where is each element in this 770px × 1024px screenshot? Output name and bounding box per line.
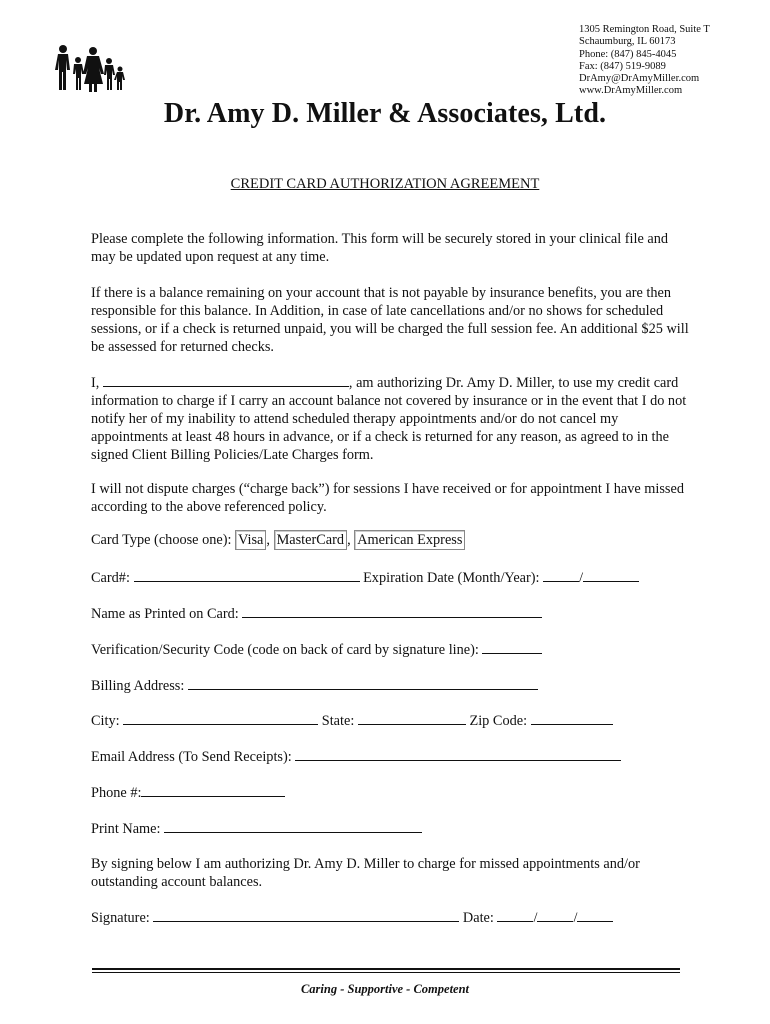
billing-address-field[interactable]	[188, 676, 538, 690]
date-label: Date:	[459, 910, 498, 926]
card-number-row: Card#: Expiration Date (Month/Year): /	[91, 568, 639, 587]
client-name-blank[interactable]	[103, 373, 349, 387]
dispute-paragraph: I will not dispute charges (“charge back”) for sessions I have received or for appointment I have missed according to the above referenced policy.	[91, 481, 684, 515]
security-code-field[interactable]	[482, 640, 542, 654]
phone-field[interactable]	[141, 783, 285, 797]
card-number-field[interactable]	[134, 568, 360, 582]
date-day-field[interactable]	[537, 908, 573, 922]
zip-label: Zip Code:	[465, 713, 531, 729]
card-type-label: Card Type (choose one):	[91, 532, 236, 548]
signature-authorization-paragraph: By signing below I am authorizing Dr. Amy D. Miller to charge for missed appointments and/or outstanding account balances.	[91, 856, 640, 890]
city-state-zip: Schaumburg, IL 60173	[579, 36, 676, 48]
intro-paragraph: Please complete the following information. This form will be securely stored in your clinical file and may be updated upon request at any time.	[91, 231, 669, 265]
name-on-card-row	[91, 604, 542, 623]
practice-name: Dr. Amy D. Miller & Associates, Ltd.	[163, 98, 607, 129]
billing-address-row	[91, 676, 538, 695]
phone-number: Phone: (847) 845-4045	[579, 48, 677, 60]
security-code-label: Verification/Security Code (code on back of card by signature line):	[91, 642, 483, 658]
city-state-zip-row	[91, 711, 613, 730]
security-code-row	[91, 640, 542, 659]
signature-label: Signature:	[91, 910, 154, 926]
phone-label: Phone #:	[91, 785, 142, 801]
amex-option[interactable]: American Express	[354, 530, 465, 550]
date-month-field[interactable]	[497, 908, 533, 922]
email-address: DrAmy@DrAmyMiller.com	[579, 73, 700, 85]
city-label: City:	[91, 713, 124, 729]
state-field[interactable]	[358, 711, 466, 725]
billing-address-label: Billing Address:	[91, 678, 188, 694]
date-year-field[interactable]	[577, 908, 613, 922]
name-on-card-label: Name as Printed on Card:	[91, 606, 243, 622]
print-name-label: Print Name:	[91, 821, 165, 837]
card-type-row: Card Type (choose one): Visa , MasterCard , American Express	[91, 530, 465, 550]
footer-tagline: Caring - Supportive - Competent	[300, 982, 470, 996]
form-title: CREDIT CARD AUTHORIZATION AGREEMENT	[230, 176, 540, 192]
signature-field[interactable]	[153, 908, 459, 922]
expiration-year-field[interactable]	[583, 568, 639, 582]
authorization-paragraph	[91, 373, 691, 464]
footer-divider-thin	[92, 972, 680, 973]
website: www.DrAmyMiller.com	[579, 85, 683, 97]
signature-row: Signature: Date: / /	[91, 908, 613, 927]
contact-info	[579, 24, 710, 98]
footer-divider	[92, 968, 680, 970]
address-line: 1305 Remington Road, Suite T	[579, 24, 710, 35]
name-on-card-field[interactable]	[242, 604, 542, 618]
card-number-label: Card#:	[91, 570, 134, 586]
email-label: Email Address (To Send Receipts):	[91, 749, 296, 765]
email-row	[91, 747, 621, 766]
zip-field[interactable]	[531, 711, 613, 725]
phone-row	[91, 783, 285, 802]
mastercard-option[interactable]: MasterCard	[274, 530, 348, 550]
authorization-body: , am authorizing Dr. Amy D. Miller, to use my credit card information to charge if I carry an account balance not covered by insurance or in the event that I do not notify her of my inability to attend scheduled therapy appointments and/or do not cancel my appointments at least 48 hours in advance, or if a check is returned for any reason, as agreed to in the signed Client Billing Policies/Late Charges form.	[91, 375, 687, 463]
balance-paragraph: If there is a balance remaining on your account that is not payable by insurance benefits, you are then responsible for this balance. In Addition, in case of late cancellations and/or no shows for scheduled sessions, or if a check is returned unpaid, you will be charged the full session fee. An additional $25 will be assessed for returned checks.	[91, 285, 689, 355]
authorization-prefix: I,	[91, 375, 103, 391]
visa-option[interactable]: Visa	[235, 530, 266, 550]
state-label: State:	[318, 713, 358, 729]
expiration-label: Expiration Date (Month/Year):	[359, 570, 544, 586]
email-field[interactable]	[295, 747, 621, 761]
city-field[interactable]	[123, 711, 318, 725]
family-logo-icon	[54, 44, 126, 92]
print-name-row	[91, 819, 422, 838]
expiration-month-field[interactable]	[543, 568, 579, 582]
fax-number: Fax: (847) 519-9089	[579, 60, 666, 72]
print-name-field[interactable]	[164, 819, 422, 833]
